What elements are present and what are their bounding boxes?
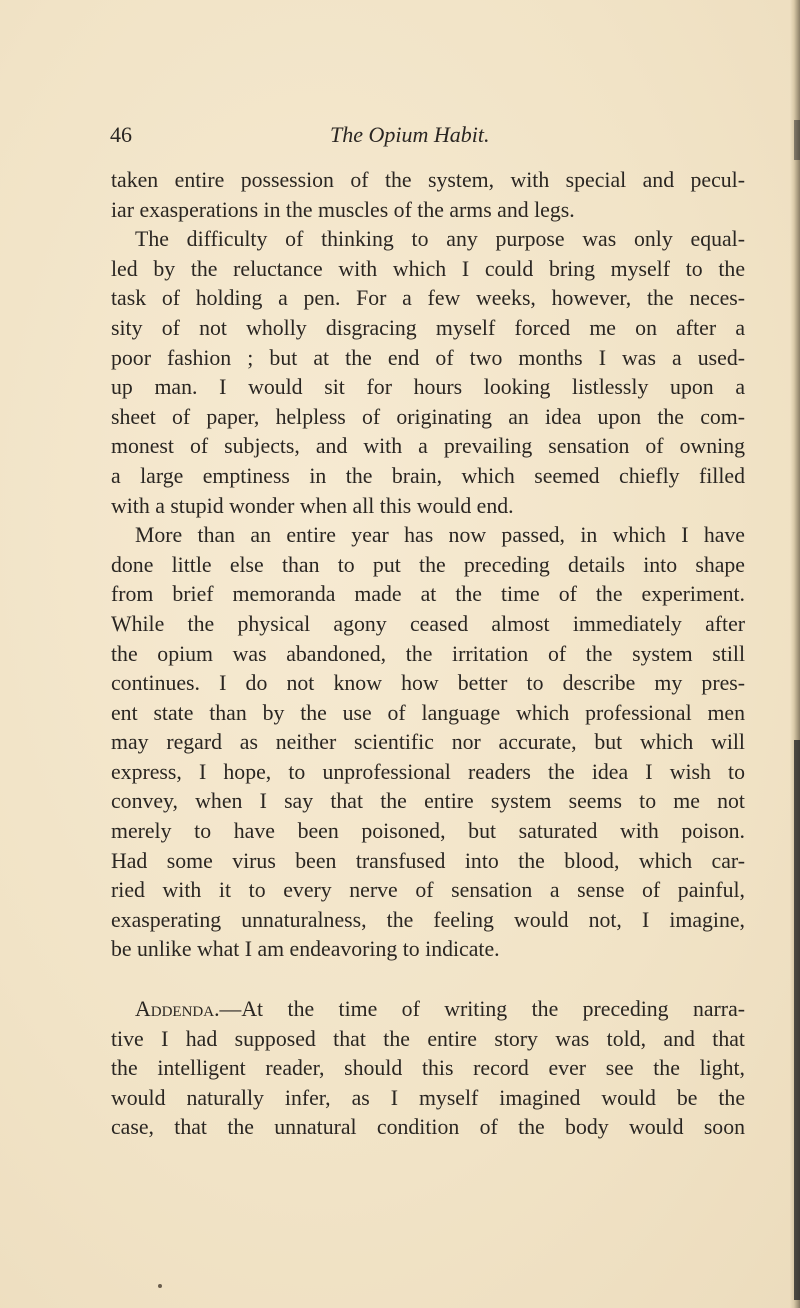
text-line: The difficulty of thinking to any purpose was only equal- xyxy=(135,227,745,252)
text-line: ent state than by the use of language which professional men xyxy=(111,700,745,725)
text-line: led by the reluctance with which I could bring myself to the xyxy=(111,256,745,281)
running-header xyxy=(110,122,750,152)
addenda-heading: Addenda. xyxy=(135,997,220,1022)
text-line: ried with it to every nerve of sensation a sense of painful, xyxy=(111,878,745,903)
page-edge-mark xyxy=(794,120,800,160)
text-line: exasperating unnaturalness, the feeling would not, I imagine, xyxy=(111,907,745,932)
text-line: case, that the unnatural condition of the body would soon xyxy=(111,1115,745,1140)
text-line: monest of subjects, and with a prevailing sensation of owning xyxy=(111,434,745,459)
text-line: sheet of paper, helpless of originating an idea upon the com- xyxy=(111,404,745,429)
text-line: from brief memoranda made at the time of the experiment. xyxy=(111,582,745,607)
text-line: would naturally infer, as I myself imagined would be the xyxy=(111,1085,745,1110)
text-line: While the physical agony ceased almost immediately after xyxy=(111,611,745,636)
text-line: Had some virus been transfused into the blood, which car- xyxy=(111,848,745,873)
running-title: The Opium Habit. xyxy=(330,122,490,147)
text-line: done little else than to put the preceding details into shape xyxy=(111,552,745,577)
page-edge-mark xyxy=(794,740,800,1300)
paragraph-gap xyxy=(111,965,745,995)
text-line: task of holding a pen. For a few weeks, however, the neces- xyxy=(111,286,745,311)
text-line: up man. I would sit for hours looking listlessly upon a xyxy=(111,375,745,400)
text-line: continues. I do not know how better to describe my pres- xyxy=(111,671,745,696)
addenda-paragraph xyxy=(111,995,745,1143)
text-line: taken entire possession of the system, with special and pecul- xyxy=(111,168,745,192)
text-line: the opium was abandoned, the irritation of the system still xyxy=(111,641,745,666)
text-line: sity of not wholly disgracing myself forced me on after a xyxy=(111,315,745,340)
body-text xyxy=(111,166,745,1143)
text-line: tive I had supposed that the entire story was told, and that xyxy=(111,1026,745,1051)
page-number: 46 xyxy=(110,122,132,147)
text-line: the intelligent reader, should this record ever see the light, xyxy=(111,1056,745,1081)
text-line-rest: —At the time of writing the preceding narra- xyxy=(219,997,745,1022)
text-line: with a stupid wonder when all this would end. xyxy=(111,493,514,518)
text-line: may regard as neither scientific nor accurate, but which will xyxy=(111,730,745,755)
text-line: poor fashion ; but at the end of two months I was a used- xyxy=(111,345,745,370)
text-line: express, I hope, to unprofessional readers the idea I wish to xyxy=(111,759,745,784)
text-line: a large emptiness in the brain, which seemed chiefly filled xyxy=(111,463,745,488)
page-speck xyxy=(158,1284,162,1288)
paragraph xyxy=(111,225,745,521)
text-line: More than an entire year has now passed, in which I have xyxy=(135,523,745,548)
text-line: iar exasperations in the muscles of the arms and legs. xyxy=(111,197,575,222)
paragraph xyxy=(111,521,745,965)
text-line xyxy=(111,995,745,1025)
text-line: convey, when I say that the entire system seems to me not xyxy=(111,789,745,814)
text-line: be unlike what I am endeavoring to indicate. xyxy=(111,937,500,962)
text-line: merely to have been poisoned, but saturated with poison. xyxy=(111,819,745,844)
paragraph xyxy=(111,166,745,225)
